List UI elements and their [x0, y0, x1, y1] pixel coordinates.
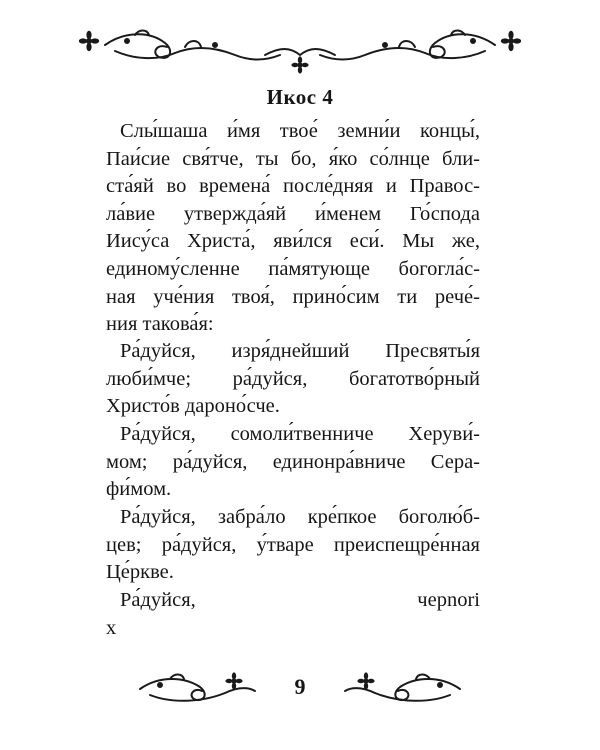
text-line: Ра́дуйся, изря́днейший Пресвяты́я: [120, 340, 480, 362]
page-title: Икос 4: [266, 85, 334, 109]
text-line: ста́яй во времена́ после́дняя и Правос-: [106, 175, 480, 198]
text-line: цев; ра́дуйся, у́тваре преиспещре́нная: [106, 533, 480, 556]
text-line: Слы́шаша и́мя твое́ земни́и концы́,: [120, 120, 480, 142]
text-line: ла́вие утвержда́яй и́менем Го́спода: [106, 202, 480, 225]
left-scroll-icon: [105, 31, 280, 60]
paragraph-1: [106, 118, 480, 339]
text-line: Христо́в дароно́сче.: [106, 395, 280, 418]
text-line: Ра́дуйся, сомоли́твенниче Херуви́-: [120, 423, 480, 445]
flower-icon: [291, 56, 308, 73]
text-line: ная уче́ния твоя́, прино́сим ти рече́-: [106, 285, 480, 308]
left-scroll-icon: [140, 675, 255, 701]
text-line: мом; ра́дуйся, единонра́вниче Сера-: [106, 450, 480, 473]
text-line: Ра́дуйся, черnori: [120, 589, 480, 611]
paragraph-5: [106, 587, 480, 642]
paragraph-4: [106, 504, 480, 587]
right-scroll-icon: [320, 31, 495, 60]
text-line: x: [106, 616, 117, 639]
text-line: фи́мом.: [106, 478, 172, 501]
center-rule: [265, 49, 335, 55]
text-line: люби́мче; ра́дуйся, богатотво́рный: [106, 367, 480, 390]
right-scroll-icon: [345, 675, 460, 701]
text-line: Ра́дуйся, забра́ло кре́пкое боголю́б-: [120, 506, 480, 528]
text-line: Иису́са Христа́, яви́лся еси́. Мы же,: [106, 230, 480, 253]
top-ornament: [75, 25, 525, 75]
text-line: Це́ркве.: [106, 561, 174, 584]
flower-icon: [225, 672, 242, 689]
flower-icon: [79, 31, 99, 51]
text-line: Паи́сие свя́тче, ты бо, я́ко со́лнце бли-: [106, 147, 480, 170]
page-number: 9: [294, 674, 306, 699]
paragraph-2: [106, 338, 480, 421]
paragraph-3: [106, 421, 480, 504]
flower-icon: [501, 31, 521, 51]
text-line: единому́сленне па́мятующе богогла́с-: [106, 257, 480, 280]
flower-icon: [357, 672, 374, 689]
text-line: ния такова́я:: [106, 313, 214, 336]
